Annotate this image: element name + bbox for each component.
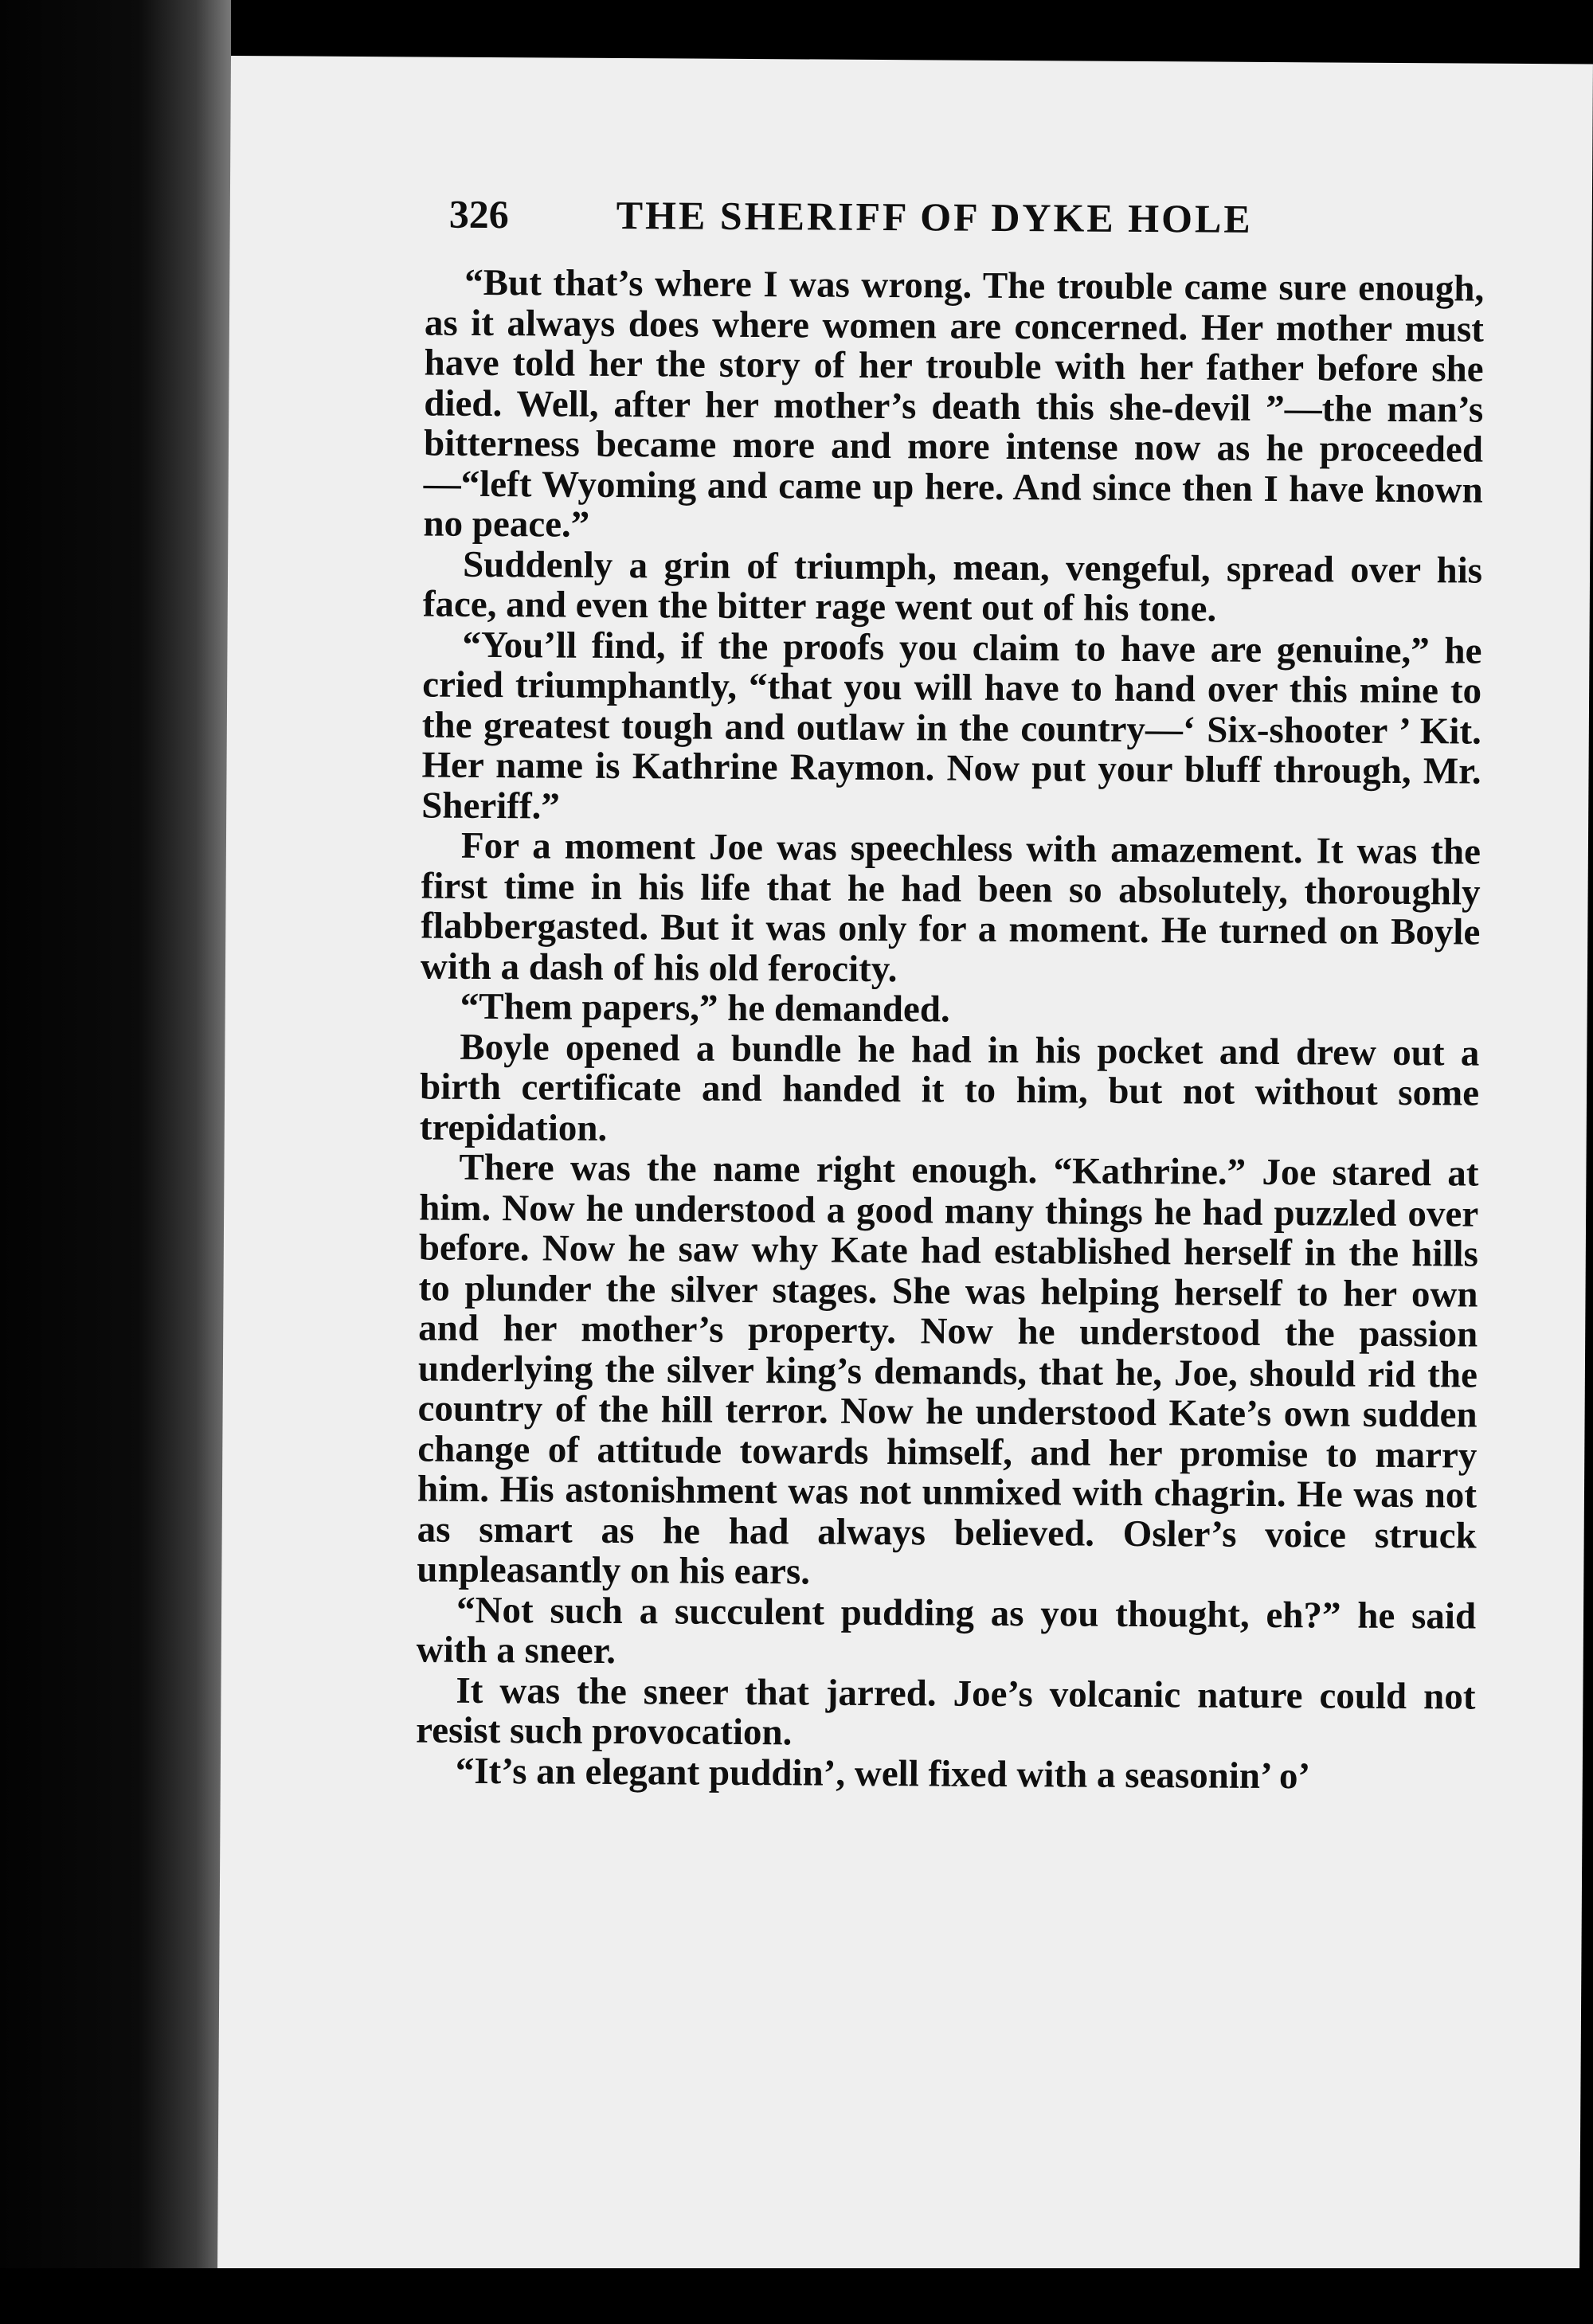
paragraph: There was the name right enough. “Kathrine.” Joe stared at him. Now he understood a good many things he had puzzled over before. Now he saw why Kate had established herself in the hills to plunder the silver stages. She was helping herself to her own and her mother’s property. Now he understood the passion underlying the silver king’s demands, that he, Joe, should rid the country of the hill terror. Now he understood Kate’s own sudden change of attitude towards himself, and her promise to marry him. His astonishment was not unmixed with chagrin. He was not as smart as he had always believed. Osler’s voice struck unpleasantly on his ears.	[417, 1146, 1479, 1593]
paragraph: “You’ll find, if the proofs you claim to have are genuine,” he cried triumphantly, “that you will have to hand over this mine to the greatest tough and outlaw in the country—‘ Six-shooter ’ Kit. Her name is Kathrine Raymon. Now put your bluff through, Mr. Sheriff.”	[421, 624, 1482, 827]
book-page	[217, 56, 1593, 2278]
running-head	[448, 191, 1593, 271]
paragraph: “But that’s where I was wrong. The trouble came sure enough, as it always does where women are concerned. Her mother must have told her the story of her trouble with her father before she died. Well, after her mother’s death this she-devil ”—the man’s bitterness became more and more intense now as he proceeded—“left Wyoming and came up here. And since then I have known no peace.”	[423, 261, 1485, 546]
page-number: 326	[448, 191, 509, 237]
book-spine-edge	[0, 0, 231, 2324]
paragraph: Boyle opened a bundle he had in his pocket and drew out a birth certificate and handed it to him, but not without some trepidation.	[419, 1026, 1480, 1149]
paragraph: For a moment Joe was speechless with amazement. It was the first time in his life that he had been so absolutely, thoroughly flabbergasted. But it was only for a moment. He turned on Boyle with a dash of his old ferocity.	[420, 824, 1481, 990]
scan-bottom-margin	[0, 2268, 1593, 2324]
page-content	[416, 190, 1593, 1798]
paragraph: “Not such a succulent pudding as you thought, eh?” he said with a sneer.	[416, 1589, 1477, 1672]
paragraph: It was the sneer that jarred. Joe’s volcanic nature could not resist such provocation.	[416, 1669, 1476, 1754]
body-text	[416, 262, 1593, 1798]
paragraph: “It’s an elegant puddin’, well fixed with a seasonin’ o’	[455, 1750, 1311, 1797]
running-title: THE SHERIFF OF DYKE HOLE	[616, 192, 1253, 241]
paragraph: Suddenly a grin of triumph, mean, vengeful, spread over his face, and even the bitter rage went out of his tone.	[422, 543, 1483, 630]
scan-top-margin	[0, 0, 1593, 64]
paragraph: “Them papers,” he demanded.	[460, 985, 950, 1031]
